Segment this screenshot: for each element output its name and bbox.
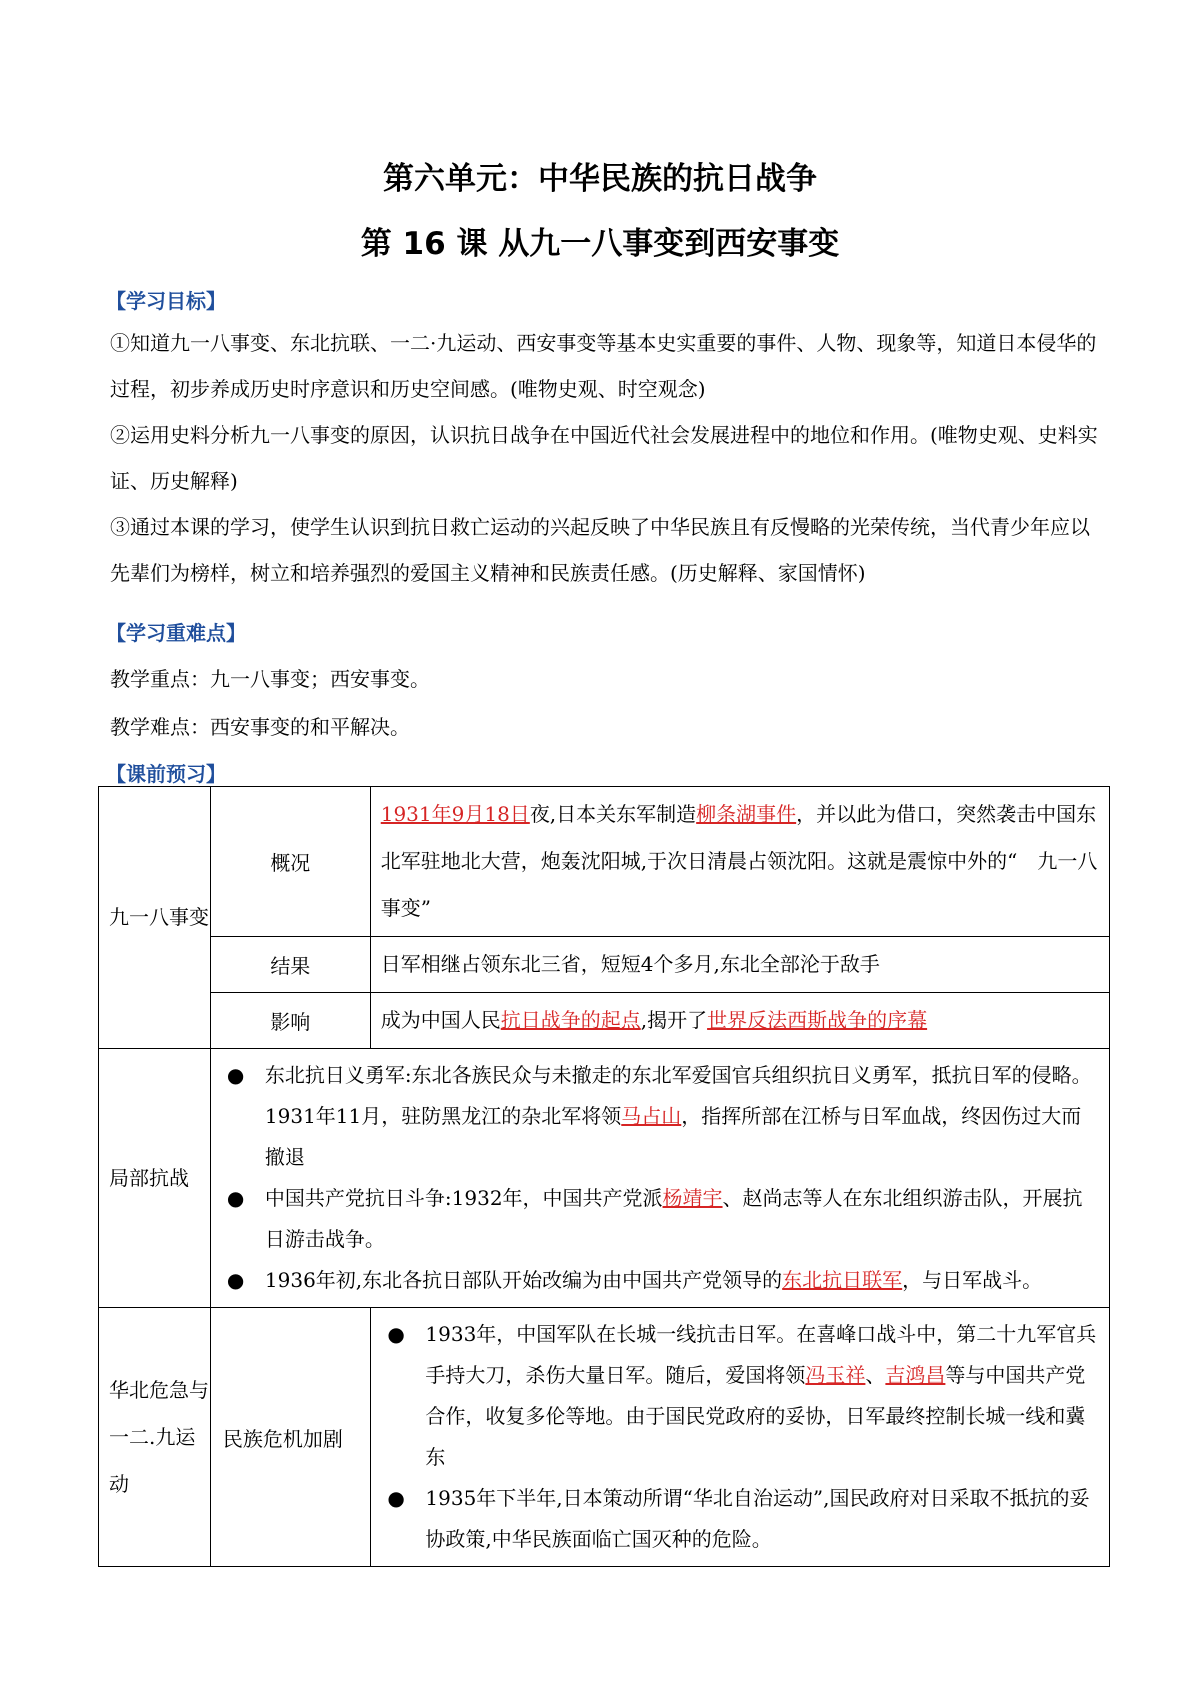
category-cell: 九一八事变	[99, 787, 211, 1049]
text-span: 、赵尚志等人在东北组织游击队，开展抗日游击战争。	[264, 1186, 1083, 1251]
category-cell: 局部抗战	[99, 1049, 211, 1308]
name-highlight: 马占山	[621, 1104, 682, 1128]
text-span: 1933年，中国军队在长城一线抗击日军。在喜峰口战斗中，第二十九军官兵手持大刀，杀伤大量日军。随后，爱国将领	[425, 1322, 1097, 1387]
text-span: 成为中国人民	[380, 1008, 501, 1032]
name-highlight: 吉鸿昌	[885, 1363, 946, 1387]
table-row	[211, 1308, 1109, 1566]
nested-cell	[210, 1308, 1109, 1567]
bullet-list	[211, 1049, 1109, 1307]
bullet-list	[371, 1308, 1109, 1566]
list-item	[385, 1314, 1099, 1478]
prelude-highlight: 世界反法西斯战争的序幕	[707, 1008, 928, 1032]
goals-heading: 【学习目标】	[106, 289, 226, 313]
preview-table	[98, 786, 1110, 1567]
nested-table	[211, 1308, 1109, 1566]
table-row	[99, 787, 1110, 937]
result-text: 日军相继占领东北三省，短短4个多月,东北全部沦于敌手	[370, 937, 1109, 993]
text-span: ，指挥所部在江桥与日军血战，终因伤过大而撤退	[264, 1104, 1082, 1169]
list-item	[225, 1178, 1099, 1260]
bullets-cell	[210, 1049, 1109, 1308]
text-span: 、	[865, 1363, 886, 1387]
overview-label: 概况	[210, 787, 370, 937]
list-item	[225, 1260, 1099, 1301]
goal-item-3: ③通过本课的学习，使学生认识到抗日救亡运动的兴起反映了中华民族且有反慢略的光荣传统，当代青少年应以先辈们为榜样，树立和培养强烈的爱国主义精神和民族责任感。(历史解释、家国情怀)	[110, 515, 1090, 585]
text-span: 1935年下半年,日本策动所谓“华北自治运动”,国民政府对日采取不抵抗的妥协政策,中华民族面临亡国灭种的危险。	[425, 1486, 1090, 1551]
text-span: ,揭开了	[640, 1008, 708, 1032]
bullet-icon: ●	[387, 1486, 405, 1510]
list-item	[225, 1055, 1099, 1178]
name-highlight: 东北抗日联军	[782, 1268, 903, 1292]
table-row	[99, 1308, 1110, 1567]
bullet-icon: ●	[226, 1186, 245, 1210]
preview-heading: 【课前预习】	[106, 762, 226, 786]
overview-text	[370, 787, 1109, 937]
text-span: 中国共产党抗日斗争:1932年，中国共产党派	[264, 1186, 663, 1210]
date-highlight: 1931年9月18日	[380, 802, 530, 826]
key-difficulty: 教学难点：西安事变的和平解决。	[110, 715, 410, 739]
sub-category-cell: 民族危机加剧	[211, 1308, 371, 1566]
category-cell: 华北危急与一二.九运动	[99, 1308, 211, 1567]
impact-label: 影响	[210, 993, 370, 1049]
goals-list	[110, 320, 1106, 596]
unit-title: 第六单元：中华民族的抗日战争	[383, 161, 817, 197]
event-highlight: 柳条湖事件	[696, 802, 797, 826]
table-row	[99, 937, 1110, 993]
text-span: 东北抗日义勇军:东北各族民众与未撤走的东北军爱国官兵组织抗日义勇军，抵抗日军的侵略。1931年11月，驻防黑龙江的杂北军将领	[264, 1063, 1092, 1128]
text-span: 夜,日本关东军制造	[529, 802, 697, 826]
goal-item-2: ②运用史料分析九一八事变的原因，认识抗日战争在中国近代社会发展进程中的地位和作用。(唯物史观、史料实证、历史解释)	[110, 423, 1098, 493]
result-label: 结果	[210, 937, 370, 993]
impact-text	[370, 993, 1109, 1049]
bullet-icon: ●	[387, 1322, 405, 1346]
text-span: 等与中国共产党合作，收复多伦等地。由于国民党政府的妥协，日军最终控制长城一线和冀东	[425, 1363, 1086, 1469]
text-span: ，与日军战斗。	[902, 1268, 1043, 1292]
text-span: ，并以此为借口，突然袭击中国东北军驻地北大营，炮轰沈阳城,于次日清晨占领沈阳。这就是震惊中外的“ 九一八事变”	[380, 802, 1098, 920]
list-item	[385, 1478, 1099, 1560]
goal-item-1: ①知道九一八事变、东北抗联、一二·九运动、西安事变等基本史实重要的事件、人物、现象等，知道日本侵华的过程，初步养成历史时序意识和历史空间感。(唯物史观、时空观念)	[110, 331, 1097, 401]
table-row	[99, 993, 1110, 1049]
name-highlight: 杨靖宇	[662, 1186, 723, 1210]
key-focus: 教学重点：九一八事变；西安事变。	[110, 667, 430, 691]
key-points-heading: 【学习重难点】	[106, 621, 246, 645]
start-highlight: 抗日战争的起点	[500, 1008, 641, 1032]
lesson-title: 第 16 课 从九一八事变到西安事变	[360, 226, 840, 262]
bullet-icon: ●	[226, 1063, 245, 1087]
bullets-cell	[371, 1308, 1109, 1566]
text-span: 1936年初,东北各抗日部队开始改编为由中国共产党领导的	[264, 1268, 783, 1292]
bullet-icon: ●	[226, 1268, 245, 1292]
name-highlight: 冯玉祥	[805, 1363, 866, 1387]
table-row	[99, 1049, 1110, 1308]
